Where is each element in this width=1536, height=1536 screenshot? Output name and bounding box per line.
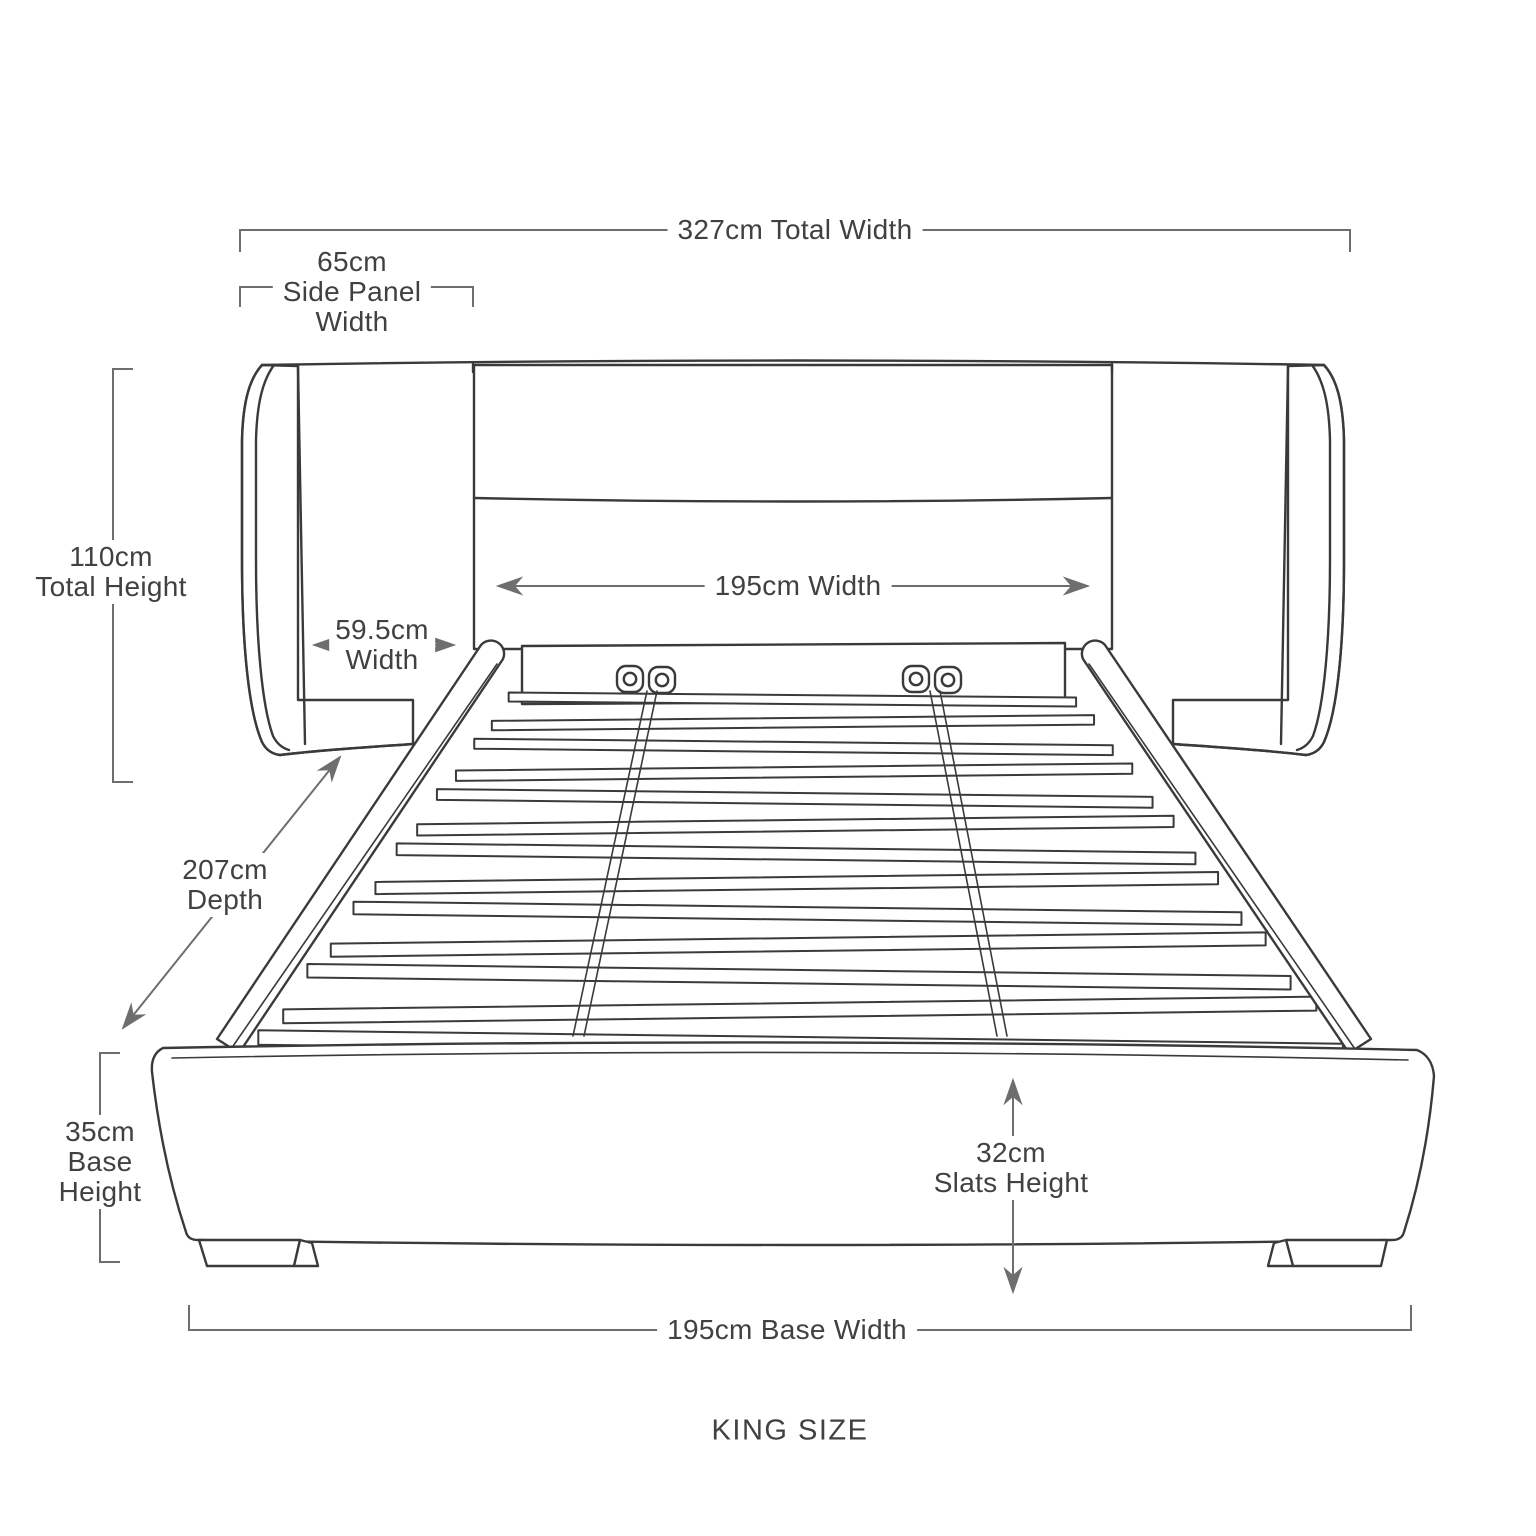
label-total-height-value: 110cm	[69, 541, 153, 572]
size-caption: KING SIZE	[711, 1414, 869, 1447]
slat	[397, 843, 1196, 864]
slat	[283, 997, 1316, 1024]
slat	[492, 715, 1094, 730]
slat	[417, 816, 1173, 836]
label-side-panel-width	[273, 245, 431, 339]
headboard-centre-panel	[474, 365, 1112, 649]
slat	[307, 964, 1290, 990]
label-headboard-panel-width	[329, 613, 435, 677]
headboard-right-wing	[1173, 365, 1344, 755]
label-depth-value: 207cm	[182, 854, 268, 885]
bed-base	[152, 1042, 1434, 1245]
slat	[353, 902, 1241, 925]
label-side-panel-width-value: 65cm	[317, 246, 387, 277]
label-slats-height-value: 32cm	[976, 1137, 1046, 1168]
label-total-height-line2: Total Height	[35, 571, 187, 602]
slat	[437, 789, 1153, 808]
label-depth	[172, 853, 278, 917]
label-slats-height	[924, 1136, 1099, 1200]
slat	[375, 872, 1218, 894]
slat	[474, 739, 1113, 755]
label-headboard-panel-width-line2: Width	[345, 644, 419, 675]
label-base-height	[49, 1115, 152, 1209]
label-side-panel-width-line2: Side Panel	[282, 276, 422, 307]
label-base-height-value: 35cm	[65, 1116, 135, 1147]
label-base-width: 195cm Base Width	[657, 1313, 917, 1347]
label-total-width: 327cm Total Width	[668, 213, 923, 247]
label-headboard-panel-width-value: 59.5cm	[335, 614, 429, 645]
label-side-panel-width-line3: Width	[315, 306, 389, 337]
label-slats-height-line2: Slats Height	[933, 1167, 1089, 1198]
label-base-height-line3: Height	[58, 1176, 142, 1207]
slat	[456, 763, 1132, 780]
slat	[331, 932, 1266, 956]
label-bed-width: 195cm Width	[705, 569, 892, 603]
label-base-height-line2: Base	[67, 1146, 133, 1177]
label-total-height	[25, 540, 196, 604]
headboard-left-wing	[242, 365, 413, 755]
label-depth-line2: Depth	[186, 884, 264, 915]
